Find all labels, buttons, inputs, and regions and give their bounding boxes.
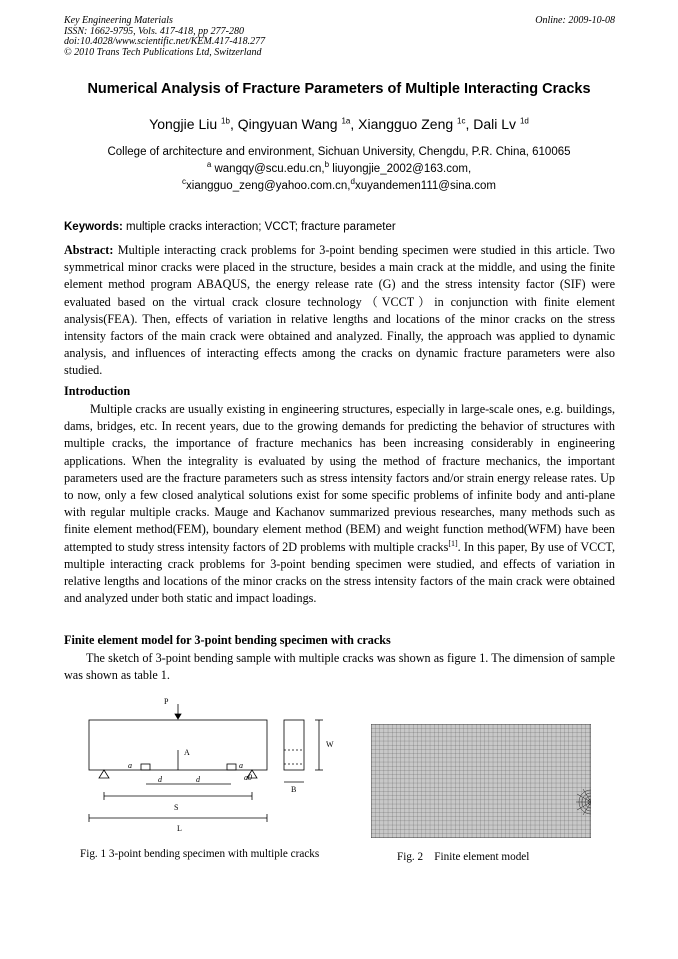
abstract-text: Multiple interacting crack problems for 3-point bending specimen were studied in this article. Two symmetrical minor cracks were placed in the structure, besides a main crack at the middle, and using the finite element method program ABAQUS, the energy release rate (G) and the stress intensity factor (SIF) were evaluated based on the virtual crack closure technology（VCCT）in conjunction with finite element analysis(FEA). Then, effects of variation in relative lengths and locations of the minor cracks on the stress intensity factors of the main crack were obtained and analyzed. Finally, the approach was applied to dynamic analysis, and influences of interacting effects among the cracks on dynamic fracture parameters were also studied. xyxy=(64,243,615,378)
email-mark: d xyxy=(350,177,355,187)
author-name: Dali Lv xyxy=(473,116,517,132)
author-superscript: 1b xyxy=(221,116,230,126)
side-view xyxy=(284,720,304,770)
label-a-left: a xyxy=(128,761,132,770)
fem-section-paragraph: The sketch of 3-point bending sample with multiple cracks was shown as figure 1. The dimension of sample was shown as table 1. xyxy=(64,651,615,683)
email-address: liuyongjie_2002@163.com, xyxy=(329,163,472,175)
label-a-right: a xyxy=(239,761,243,770)
author-superscript: 1a xyxy=(341,116,351,126)
author-name: Qingyuan Wang xyxy=(237,116,338,132)
label-b: B xyxy=(291,785,297,794)
minor-crack-left xyxy=(141,764,150,770)
author-list xyxy=(0,116,678,132)
introduction-heading: Introduction xyxy=(64,384,131,398)
journal-name: Key Engineering Materials xyxy=(64,15,173,26)
author-name: Xiangguo Zeng xyxy=(358,116,454,132)
fem-section-heading: Finite element model for 3-point bending specimen with cracks xyxy=(64,633,391,647)
label-s: S xyxy=(174,803,179,812)
label-l: L xyxy=(177,824,182,833)
author-separator: , xyxy=(229,116,238,132)
keywords-text: multiple cracks interaction; VCCT; fracture parameter xyxy=(122,221,396,233)
mesh-grid xyxy=(371,724,591,838)
email-mark: a xyxy=(206,160,212,170)
author-separator: , xyxy=(465,116,474,132)
label-w: W xyxy=(326,740,334,749)
introduction-text-cont: . In this paper, By use of VCCT, multiple interacting crack problems for 3-point bending specimen were studied, and effects of variation in relative lengths and locations of the minor cracks on the stress intensity factors of the main crack were obtained and analyzed under both static and impact loadings. xyxy=(64,539,615,606)
author-superscript: 1c xyxy=(457,116,466,126)
copyright-line: © 2010 Trans Tech Publications Ltd, Switzerland xyxy=(64,46,262,58)
label-a-main: A xyxy=(184,748,190,757)
email-mark: c xyxy=(182,177,187,187)
label-a0: a0 xyxy=(244,773,252,782)
keywords xyxy=(64,221,615,233)
minor-crack-right xyxy=(227,764,236,770)
introduction-paragraph xyxy=(64,401,615,607)
email-address: xiangguo_zeng@yahoo.com.cn, xyxy=(186,180,351,192)
introduction-text: Multiple cracks are usually existing in engineering structures, especially in large-scale ones, e.g. buildings, dams, bridges, etc. In recent years, due to the growing demands for predicting the behavior of structures with multiple cracks, the importance of fracture mechanics has been increasing considerably in engineering applications. When the integrality is evaluated by using the method of fracture mechanics, the important parameters used are the fracture parameters such as stress intensity factors and/or strain energy release rates. Up to now, only a few closed analytical solutions exist for some specific problems of infinite body and anti-plane with regular multiple cracks. Mauge and Kachanov summarized previous researches, many methods such as finite element method(FEM), boundary element method (BEM) and weight function method(WFM) have been attempted to study stress intensity factors of 2D problems with multiple cracks xyxy=(64,402,615,554)
label-d-left: d xyxy=(158,775,162,784)
figure-1 xyxy=(84,692,354,842)
author-separator: , xyxy=(350,116,359,132)
citation-ref: [1] xyxy=(448,538,458,548)
load-arrow-head xyxy=(175,714,181,719)
running-header xyxy=(64,16,265,58)
specimen-sketch xyxy=(84,692,354,842)
author-superscript: 1d xyxy=(519,116,529,126)
paper-title: Numerical Analysis of Fracture Parameters of Multiple Interacting Cracks xyxy=(87,81,591,97)
email-address: wangqy@scu.edu.cn, xyxy=(211,163,325,175)
author-name: Yongjie Liu xyxy=(149,116,218,132)
abstract-label: Abstract: xyxy=(64,243,114,257)
email-address: xuyandemen111@sina.com xyxy=(354,180,496,192)
issn-line: ISSN: 1662-9795, Vols. 417-418, pp 277-280 xyxy=(64,25,244,37)
label-d-right: d xyxy=(196,775,200,784)
doi-line: doi:10.4028/www.scientific.net/KEM.417-418.277 xyxy=(64,36,266,47)
keywords-label: Keywords: xyxy=(64,221,123,233)
fe-mesh xyxy=(371,724,591,838)
figure-2 xyxy=(371,724,591,838)
online-date: Online: 2009-10-08 xyxy=(535,15,615,26)
figure-1-caption: Fig. 1 3-point bending specimen with multiple cracks xyxy=(80,848,320,860)
label-p: P xyxy=(164,697,169,706)
support-left xyxy=(99,770,109,778)
affiliation: College of architecture and environment, Sichuan University, Chengdu, P.R. China, 610065 xyxy=(107,146,571,158)
email-mark: b xyxy=(324,160,330,170)
figure-2-caption: Fig. 2 Finite element model xyxy=(397,851,530,863)
email-line-1 xyxy=(0,160,678,175)
abstract xyxy=(64,242,615,380)
email-line-2 xyxy=(0,177,678,192)
